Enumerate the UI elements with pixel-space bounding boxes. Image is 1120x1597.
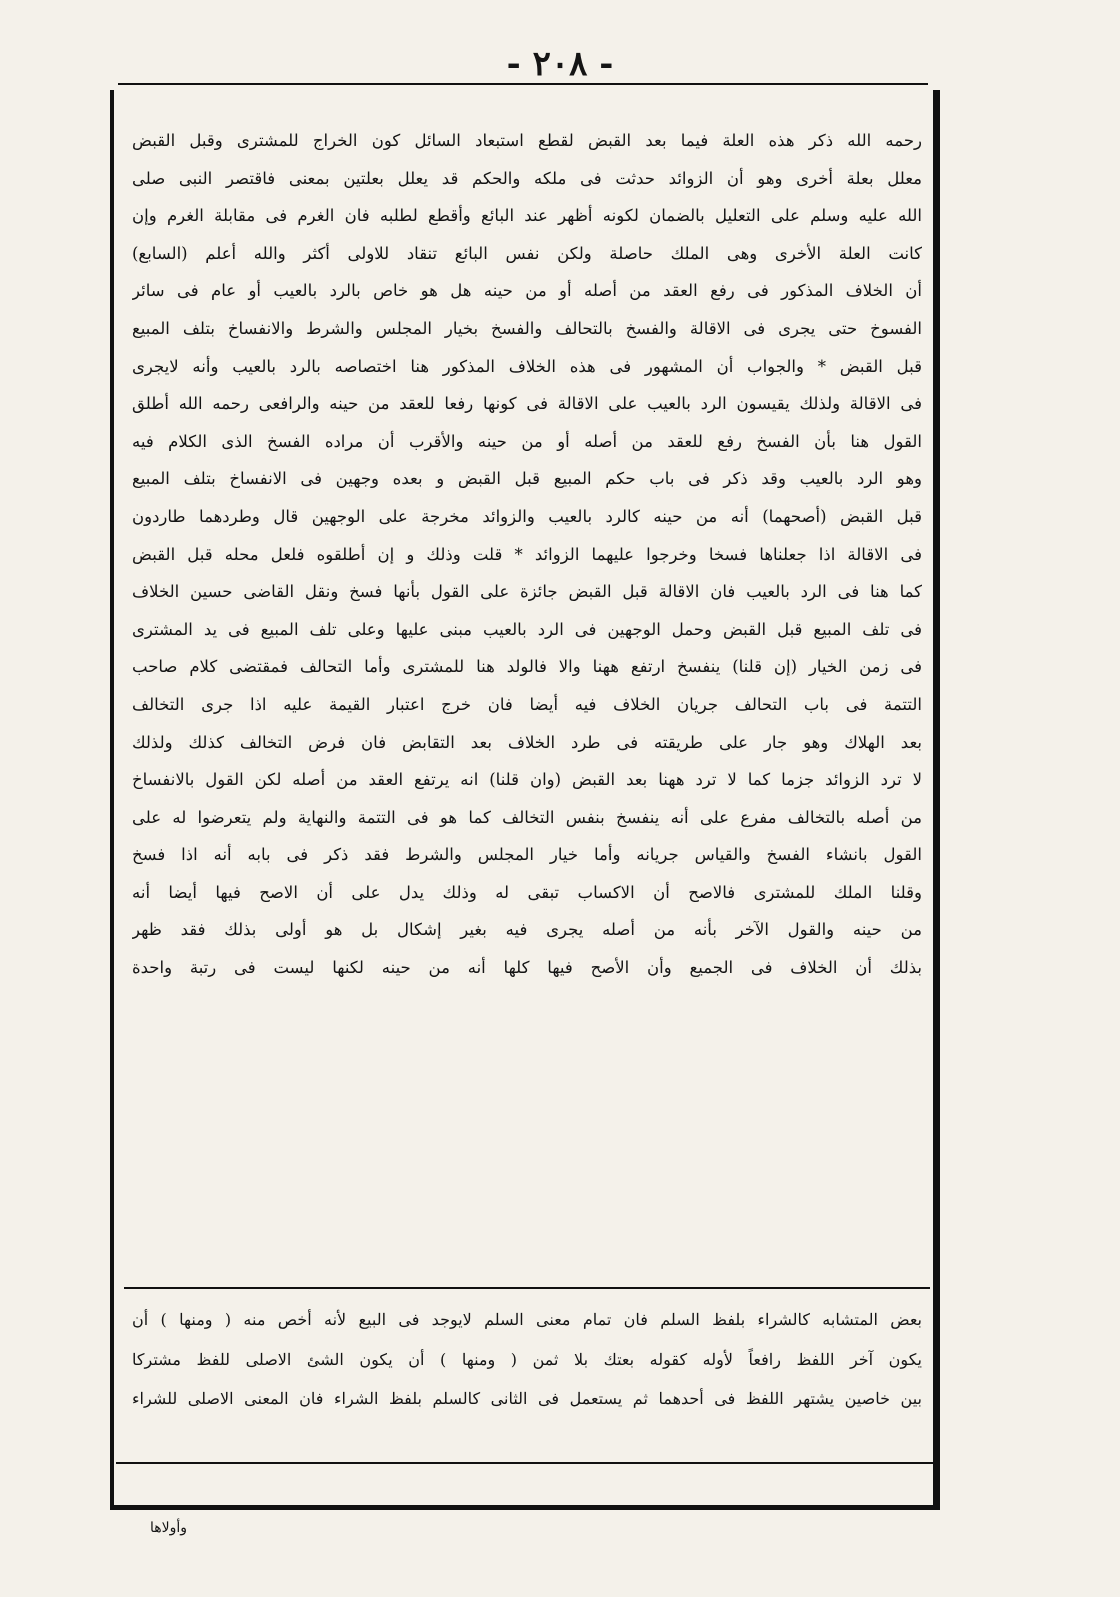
text-line: فى تلف المبيع قبل القبض وحمل الوجهين فى الرد بالعيب مبنى عليها وعلى تلف المبيع فى يد المشترى — [132, 619, 922, 639]
text-line: الله عليه وسلم على التعليل بالضمان لكونه أظهر عند البائع وأقطع لطلبه فان الغرم فى مقابلة الغرم وإن — [132, 206, 922, 226]
frame-bottom-rule — [116, 1462, 936, 1464]
footnote-line: بين خاصين يشتهر اللفظ فى أحدهما ثم يستعمل فى الثانى كالسلم بلفظ الشراء فان المعنى الاصلى للشراء — [132, 1389, 922, 1408]
text-line: من أصله بالتخالف مفرع على أنه ينفسخ بنفس التخالف كما هو فى التتمة والنهاية ولم يتعرضوا له على — [132, 807, 922, 827]
text-line: من حينه والقول الآخر بأنه من أصله يجرى فيه بغير إشكال بل هو أولى بذلك فقد ظهر — [132, 920, 922, 940]
text-line: رحمه الله ذكر هذه العلة فيما بعد القبض لقطع استبعاد السائل كون الخراج للمشترى وقبل القبض — [132, 131, 922, 150]
footnote-divider — [124, 1287, 930, 1289]
text-line: أن الخلاف المذكور فى رفع العقد من أصله أو من حينه هل هو خاص بالرد بالعيب أو عام فى سائر — [132, 281, 922, 301]
frame-top-rule — [118, 83, 928, 85]
page-number: - ٢٠٨ - — [506, 44, 614, 84]
text-line: وقلنا الملك للمشترى فالاصح أن الاكساب تبقى له وذلك يدل على أن الاصح فيها أيضا أنه — [132, 882, 922, 902]
text-line: القول هنا بأن الفسخ رفع للعقد من أصله أو من حينه والأقرب أن مراده الفسخ الذى الكلام فيه — [132, 431, 922, 451]
footnote-block — [132, 1300, 922, 1419]
text-line: فى الاقالة اذا جعلناها فسخا وخرجوا عليهما الزوائد * قلت وذلك و إن أطلقوه فلعل محله قبل القبض — [132, 544, 922, 564]
main-text-block — [132, 122, 922, 987]
text-line: قبل القبض * والجواب أن المشهور فى هذه الخلاف المذكور هنا اختصاصه بالرد بالعيب وأنه لايجرى — [132, 356, 922, 376]
footnote-line: يكون آخر اللفظ رافعاً لأوله كقوله بعتك بلا ثمن ( ومنها ) أن يكون الشئ الاصلى للفظ مشتركا — [132, 1349, 922, 1369]
text-line: التتمة فى باب التحالف جريان الخلاف فيه أيضا فان خرج اعتبار القيمة عليه اذا جرى التخالف — [132, 694, 922, 714]
text-line: قبل القبض (أصحهما) أنه من حينه كالرد بالعيب والزوائد مخرجة على الوجهين قال وطردهما طاردون — [132, 506, 922, 526]
text-line: القول بانشاء الفسخ والقياس جريانه وأما خيار المجلس والشرط فقد ذكر فى بابه أنه اذا فسخ — [132, 845, 922, 865]
text-line: بعد الهلاك وهو جار على طريقته فى طرد الخلاف بعد التقابض فان فرض التخالف كذلك ولذلك — [132, 732, 922, 752]
text-line: وهو الرد بالعيب وقد ذكر فى باب حكم المبيع قبل القبض و بعده وجهين فى الانفساخ بتلف المبيع — [132, 469, 922, 489]
text-line: فى الاقالة ولذلك يقيسون الرد بالعيب على الاقالة فى كونها رفعا للعقد من حينه والرافعى رحمه الله أطلق — [132, 394, 922, 414]
catchword: وأولاها — [150, 1520, 188, 1536]
text-line: كانت العلة الأخرى وهى الملك حاصلة ولكن نفس البائع تنقاد للاولى أكثر والله أعلم (السابع) — [132, 243, 922, 263]
text-line: الفسوخ حتى يجرى فى الاقالة والفسخ بالتحالف والفسخ بخيار المجلس والشرط والانفساخ بتلف المبيع — [132, 318, 922, 338]
text-line: معلل بعلة أخرى وهو أن الزوائد حدثت فى ملكه والحكم قد يعلل بعلتين بمعنى فاقتصر النبى صلى — [132, 168, 922, 188]
footnote-line: بعض المتشابه كالشراء بلفظ السلم فان تمام معنى السلم لايوجد فى البيع لأنه أخص منه ( ومنها ) أن — [132, 1310, 922, 1329]
text-line: لا ترد الزوائد جزما كما لا ترد ههنا بعد القبض (وان قلنا) انه يرتفع العقد من أصله لكن القول بالانفساخ — [132, 770, 922, 790]
text-line: كما هنا فى الرد بالعيب فان الاقالة قبل القبض جائزة على القول بأنها فسخ ونقل القاضى حسين الخلاف — [132, 582, 922, 602]
text-line: فى زمن الخيار (إن قلنا) ينفسخ ارتفع ههنا والا فالولد هنا للمشترى وأما التحالف فمقتضى كلام صاحب — [132, 657, 922, 677]
text-line: بذلك أن الخلاف فى الجميع وأن الأصح فيها كلها أنه من حينه لكنها ليست فى رتبة واحدة — [132, 958, 922, 978]
